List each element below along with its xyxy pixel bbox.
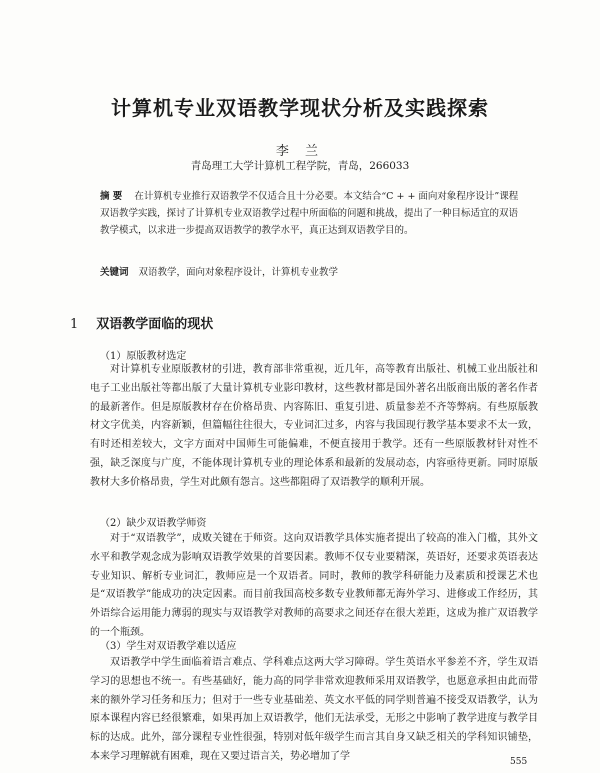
paragraph-1 bbox=[90, 361, 538, 493]
section-title: 双语教学面临的现状 bbox=[96, 317, 214, 332]
abstract-label: 摘 要 bbox=[100, 191, 123, 202]
author-affiliation: 青岛理工大学计算机工程学院，青岛，266033 bbox=[190, 160, 410, 172]
paragraph-3-text: 双语教学中学生面临着语言难点、学科难点这两大学习障碍。学生英语水平参差不齐，学生双语学习的思想也不统一。有些基础好，能力高的同学非常欢迎教师采用双语教学，也愿意承担由此而带来的额外学习任务和压力；但对于一些专业基础差、英文水平低的同学则普遍不接受双语教学，认为原本课程内容已经很繁难，如果再加上双语教学，他们无法承受，无形之中影响了教学进度与教学目标的达成。此外，部分课程专业性很强，特别对低年级学生而言其自身又缺乏相关的学科知识铺垫，本来学习理解就有困难，现在又要过语言关，势必增加了学 bbox=[90, 657, 538, 762]
paragraph-1-text: 对计算机专业原版教材的引进，教育部非常重视，近几年，高等教育出版社、机械工业出版社和电子工业出版社等都出版了大量计算机专业影印教材，这些教材都是国外著名出版商出版的著名作者的最新著作。但是原版教材存在价格昂贵、内容陈旧、重复引进、质量参差不齐等弊病。有些原版教材文字优美，内容新颖，但篇幅往往很大，专业词汇过多，内容与我国现行教学基本要求不太一致，有时还相差较大，文字方面对中国师生可能偏难，不便直接用于教学。还有一些原版教材针对性不强，缺乏深度与广度，不能体现计算机专业的理论体系和最新的发展动态，内容亟待更新。同时原版教材大多价格昂贵，学生对此颇有怨言。这些都阻碍了双语教学的顺利开展。 bbox=[90, 364, 538, 488]
abstract-block bbox=[100, 188, 520, 239]
paragraph-3 bbox=[90, 654, 538, 767]
page-number: 555 bbox=[510, 757, 528, 767]
paragraph-2 bbox=[90, 530, 538, 643]
keywords-label: 关键词 bbox=[100, 267, 129, 278]
keywords-text: 双语教学，面向对象程序设计，计算机专业教学 bbox=[138, 267, 339, 278]
section-heading bbox=[70, 313, 530, 332]
paper-title: 计算机专业双语教学现状分析及实践探索 bbox=[111, 96, 489, 120]
section-number: 1 bbox=[70, 317, 79, 332]
subsection-1-heading: （1）原版教材选定 bbox=[100, 351, 187, 362]
abstract-text: 在计算机专业推行双语教学不仅适合且十分必要。本文结合“C + + 面向对象程序设计”课程双语教学实践，探讨了计算机专业双语教学过程中所面临的问题和挑战，提出了一种目标适宜的双语教学模式，以求进一步提高双语教学的教学水平，真正达到双语教学目的。 bbox=[100, 191, 519, 236]
subsection-3-heading: （3）学生对双语教学难以适应 bbox=[100, 641, 237, 652]
paragraph-2-text: 对于“双语教学”，成败关键在于师资。这向双语教学具体实施者提出了较高的准入门槛，其外文水平和教学观念成为影响双语教学效果的首要因素。教师不仅专业要精深，英语好，还要求英语表达专业知识、解析专业词汇，教师应是一个双语者。同时，教师的教学科研能力及素质和授课艺术也是“双语教学”能成功的决定因素。而目前我国高校多数专业教师都无海外学习、进修或工作经历，其外语综合运用能力薄弱的现实与双语教学对教师的高要求之间还存在很大差距，这成为推广双语教学的一个瓶颈。 bbox=[90, 533, 538, 638]
subsection-2-heading: （2）缺少双语教学师资 bbox=[100, 518, 207, 529]
keywords-block bbox=[100, 264, 520, 278]
author-name: 李 兰 bbox=[275, 144, 325, 159]
